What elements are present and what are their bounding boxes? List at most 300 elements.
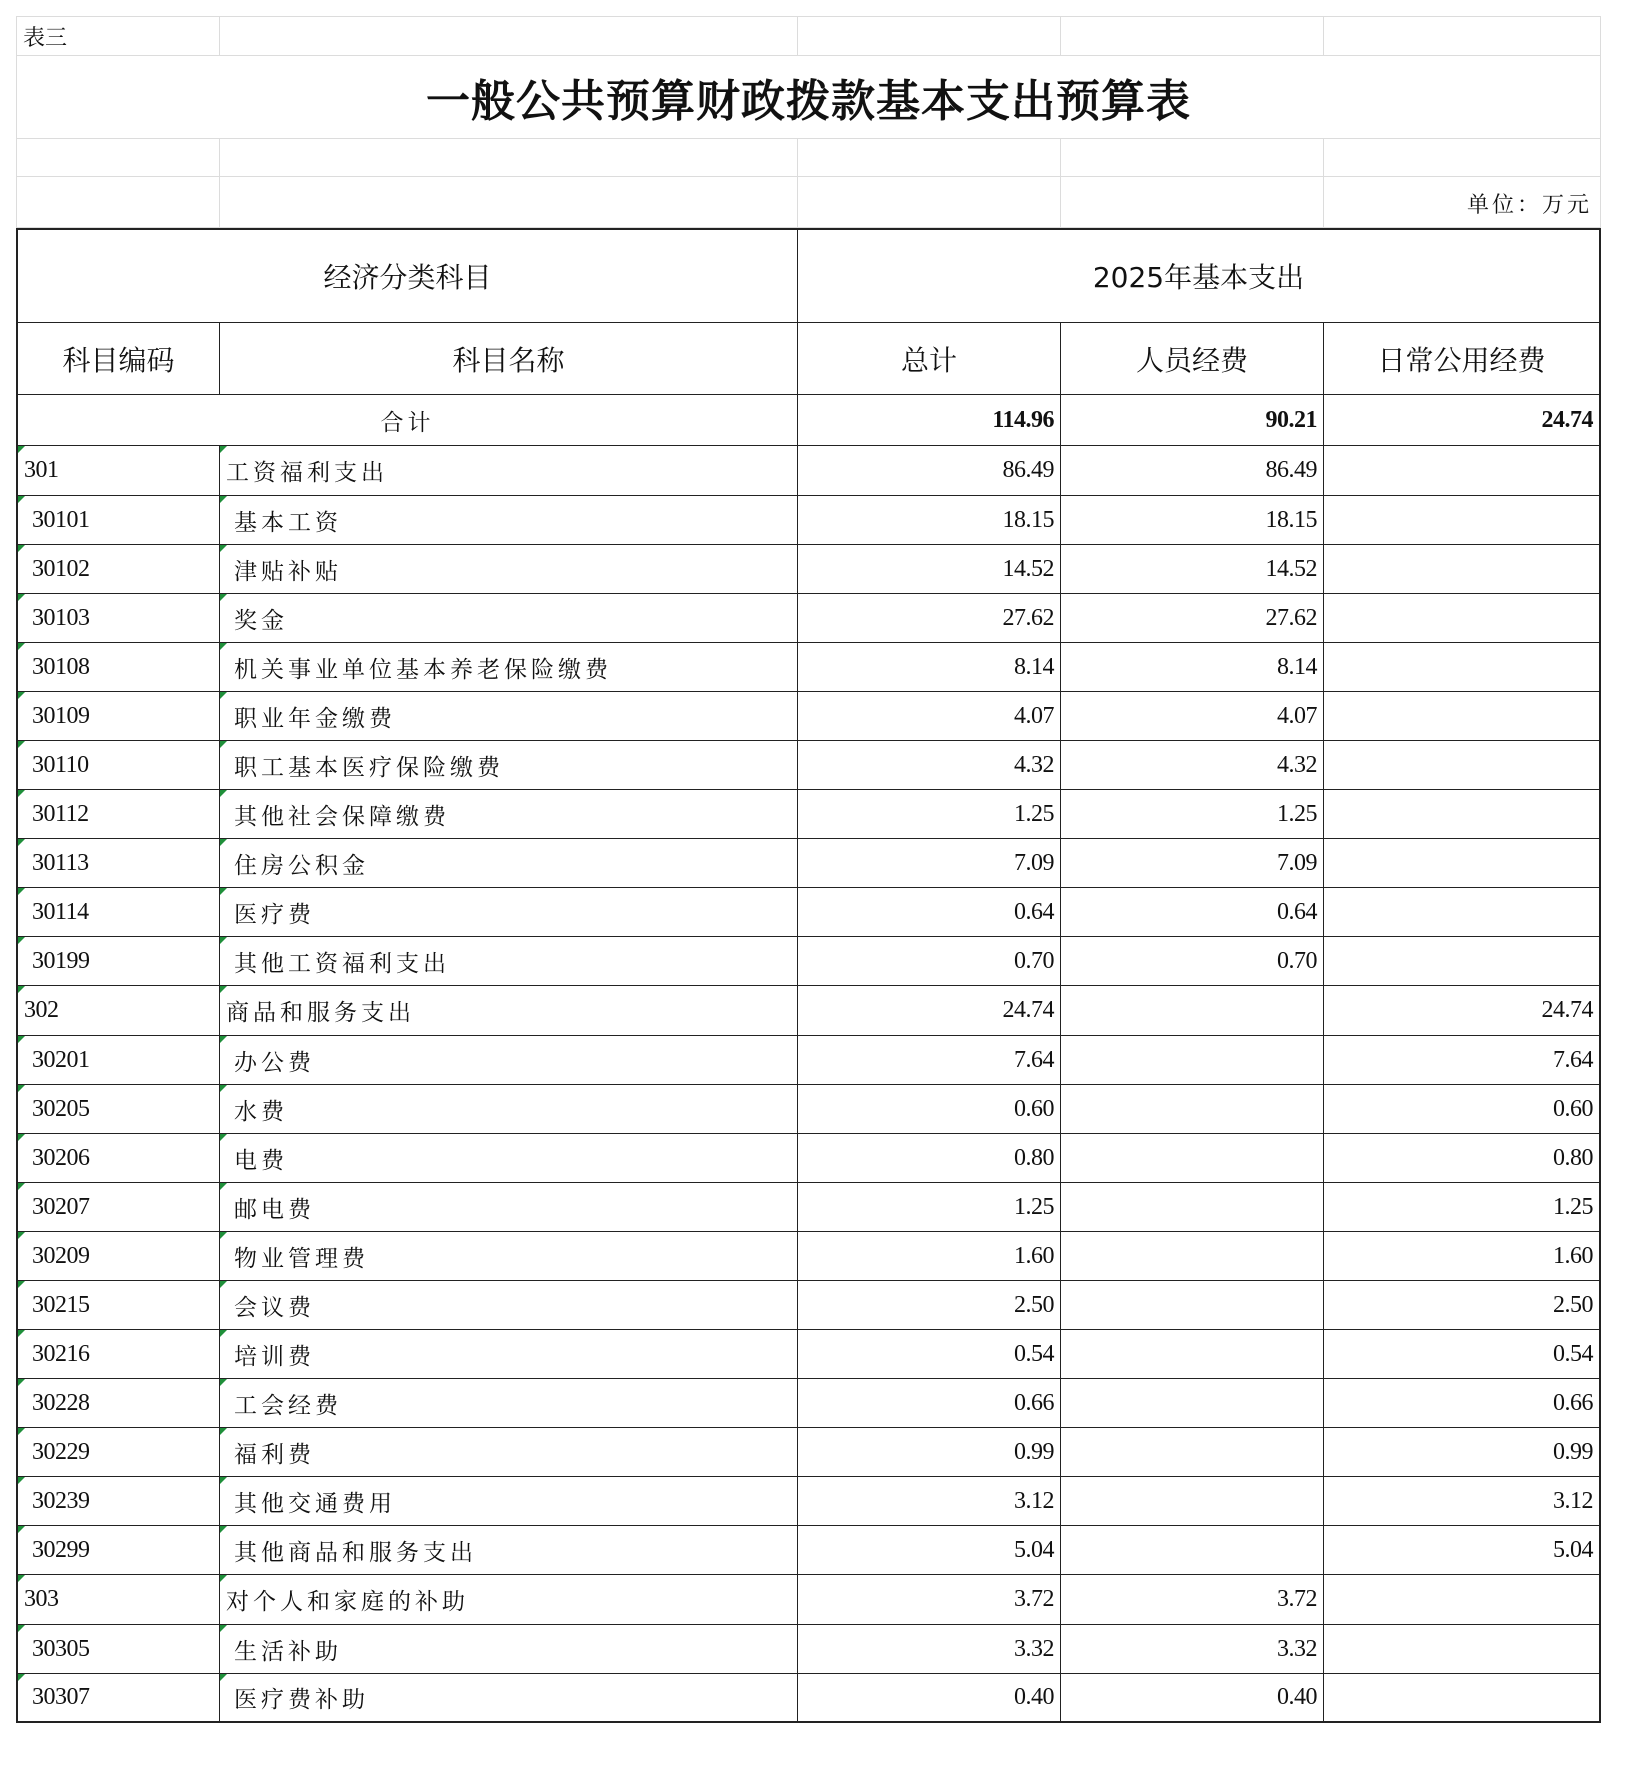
total-cell-text: 5.04 bbox=[1014, 1536, 1054, 1563]
public-cell bbox=[1324, 496, 1601, 545]
cell-marker-icon bbox=[18, 1085, 25, 1092]
summary-public: 24.74 bbox=[1324, 395, 1601, 446]
cell-marker-icon bbox=[220, 1526, 227, 1533]
total-cell-text: 0.54 bbox=[1014, 1340, 1054, 1367]
cell-marker-icon bbox=[220, 888, 227, 895]
code-cell-text: 303 bbox=[24, 1586, 59, 1612]
total-cell bbox=[798, 1085, 1061, 1134]
name-cell-text: 津贴补贴 bbox=[234, 558, 342, 585]
public-cell bbox=[1324, 839, 1601, 888]
total-cell-text: 27.62 bbox=[1002, 604, 1054, 631]
header-economic-category: 经济分类科目 bbox=[16, 228, 798, 323]
total-cell-text: 0.80 bbox=[1014, 1144, 1054, 1171]
cell-marker-icon bbox=[18, 692, 25, 699]
name-cell-text: 奖金 bbox=[234, 607, 288, 634]
personnel-cell-text: 1.25 bbox=[1277, 800, 1317, 827]
code-cell-text: 30101 bbox=[32, 506, 90, 533]
empty-cell bbox=[798, 177, 1061, 228]
name-cell-text: 医疗费 bbox=[234, 901, 315, 928]
cell-marker-icon bbox=[18, 1428, 25, 1435]
cell-marker-icon bbox=[18, 545, 25, 552]
name-cell bbox=[220, 1625, 798, 1674]
total-cell bbox=[798, 1674, 1061, 1723]
code-cell-text: 30108 bbox=[32, 653, 90, 680]
public-cell bbox=[1324, 741, 1601, 790]
code-cell bbox=[16, 1085, 220, 1134]
table-row bbox=[16, 888, 1617, 937]
table-row bbox=[16, 1281, 1617, 1330]
code-cell-text: 30205 bbox=[32, 1095, 90, 1122]
name-cell-text: 工会经费 bbox=[234, 1392, 342, 1419]
cell-marker-icon bbox=[18, 1183, 25, 1190]
name-cell-text: 其他交通费用 bbox=[234, 1490, 396, 1517]
cell-marker-icon bbox=[220, 643, 227, 650]
name-cell-text: 医疗费补助 bbox=[234, 1687, 369, 1713]
personnel-cell bbox=[1061, 643, 1324, 692]
code-cell bbox=[16, 888, 220, 937]
name-cell-text: 其他工资福利支出 bbox=[234, 950, 450, 977]
table-row bbox=[16, 446, 1617, 496]
personnel-cell-text: 4.32 bbox=[1277, 751, 1317, 778]
cell-marker-icon bbox=[18, 937, 25, 944]
name-cell-text: 邮电费 bbox=[234, 1196, 315, 1223]
code-cell bbox=[16, 643, 220, 692]
name-cell-text: 对个人和家庭的补助 bbox=[226, 1589, 469, 1615]
code-cell-text: 30112 bbox=[32, 800, 89, 827]
code-cell-text: 30239 bbox=[32, 1487, 90, 1514]
table-row bbox=[16, 1232, 1617, 1281]
header-code: 科目编码 bbox=[16, 323, 220, 395]
name-cell bbox=[220, 1477, 798, 1526]
name-cell bbox=[220, 839, 798, 888]
code-cell-text: 30228 bbox=[32, 1389, 90, 1416]
code-cell-text: 30109 bbox=[32, 702, 90, 729]
name-cell bbox=[220, 1232, 798, 1281]
total-cell bbox=[798, 1428, 1061, 1477]
blank-row bbox=[16, 139, 1617, 177]
name-cell bbox=[220, 643, 798, 692]
total-cell-text: 3.12 bbox=[1014, 1487, 1054, 1514]
personnel-cell bbox=[1061, 839, 1324, 888]
table-row bbox=[16, 1183, 1617, 1232]
name-cell-text: 物业管理费 bbox=[234, 1245, 369, 1272]
public-cell bbox=[1324, 446, 1601, 496]
name-cell bbox=[220, 1036, 798, 1085]
public-cell bbox=[1324, 1085, 1601, 1134]
personnel-cell-text: 8.14 bbox=[1277, 653, 1317, 680]
total-cell bbox=[798, 1526, 1061, 1575]
empty-cell bbox=[798, 139, 1061, 177]
name-cell bbox=[220, 1085, 798, 1134]
total-cell bbox=[798, 741, 1061, 790]
code-cell bbox=[16, 545, 220, 594]
total-cell bbox=[798, 986, 1061, 1036]
cell-marker-icon bbox=[18, 888, 25, 895]
code-cell bbox=[16, 1232, 220, 1281]
name-cell bbox=[220, 1428, 798, 1477]
personnel-cell-text: 0.70 bbox=[1277, 947, 1317, 974]
empty-cell bbox=[16, 139, 220, 177]
name-cell bbox=[220, 1134, 798, 1183]
personnel-cell bbox=[1061, 446, 1324, 496]
cell-marker-icon bbox=[18, 1134, 25, 1141]
code-cell bbox=[16, 496, 220, 545]
code-cell bbox=[16, 790, 220, 839]
total-cell bbox=[798, 839, 1061, 888]
public-cell-text: 0.60 bbox=[1553, 1095, 1593, 1122]
cell-marker-icon bbox=[220, 1085, 227, 1092]
cell-marker-icon bbox=[220, 790, 227, 797]
personnel-cell bbox=[1061, 1575, 1324, 1625]
code-cell bbox=[16, 1134, 220, 1183]
code-cell-text: 30206 bbox=[32, 1144, 90, 1171]
cell-marker-icon bbox=[18, 790, 25, 797]
total-cell-text: 1.25 bbox=[1014, 800, 1054, 827]
name-cell-text: 职业年金缴费 bbox=[234, 705, 396, 732]
empty-cell bbox=[1324, 16, 1601, 56]
cell-marker-icon bbox=[18, 446, 25, 453]
cell-marker-icon bbox=[18, 1526, 25, 1533]
total-cell-text: 0.64 bbox=[1014, 898, 1054, 925]
public-cell bbox=[1324, 1477, 1601, 1526]
empty-cell bbox=[220, 16, 798, 56]
cell-marker-icon bbox=[220, 1477, 227, 1484]
code-cell bbox=[16, 446, 220, 496]
personnel-cell-text: 0.40 bbox=[1277, 1684, 1317, 1710]
personnel-cell-text: 7.09 bbox=[1277, 849, 1317, 876]
cell-marker-icon bbox=[18, 741, 25, 748]
public-cell bbox=[1324, 1428, 1601, 1477]
name-cell bbox=[220, 1281, 798, 1330]
cell-marker-icon bbox=[18, 496, 25, 503]
summary-row bbox=[16, 395, 1617, 446]
cell-marker-icon bbox=[220, 1134, 227, 1141]
label-row bbox=[16, 16, 1617, 56]
code-cell bbox=[16, 1379, 220, 1428]
cell-marker-icon bbox=[220, 1379, 227, 1386]
name-cell bbox=[220, 692, 798, 741]
public-cell bbox=[1324, 1379, 1601, 1428]
header-total: 总计 bbox=[798, 323, 1061, 395]
personnel-cell bbox=[1061, 1379, 1324, 1428]
total-cell bbox=[798, 1379, 1061, 1428]
total-cell-text: 4.07 bbox=[1014, 702, 1054, 729]
personnel-cell bbox=[1061, 496, 1324, 545]
cell-marker-icon bbox=[220, 741, 227, 748]
total-cell-text: 86.49 bbox=[1002, 457, 1054, 483]
name-cell bbox=[220, 594, 798, 643]
total-cell-text: 18.15 bbox=[1002, 506, 1054, 533]
header-basic-expenditure: 2025年基本支出 bbox=[798, 228, 1601, 323]
cell-marker-icon bbox=[18, 1575, 25, 1582]
total-cell-text: 0.70 bbox=[1014, 947, 1054, 974]
cell-marker-icon bbox=[220, 1232, 227, 1239]
table-row bbox=[16, 741, 1617, 790]
total-cell bbox=[798, 643, 1061, 692]
table-row bbox=[16, 1134, 1617, 1183]
cell-marker-icon bbox=[220, 1036, 227, 1043]
cell-marker-icon bbox=[220, 446, 227, 453]
code-cell bbox=[16, 1183, 220, 1232]
total-cell-text: 1.25 bbox=[1014, 1193, 1054, 1220]
public-cell-text: 2.50 bbox=[1553, 1291, 1593, 1318]
public-cell-text: 0.54 bbox=[1553, 1340, 1593, 1367]
cell-marker-icon bbox=[220, 839, 227, 846]
public-cell bbox=[1324, 937, 1601, 986]
cell-marker-icon bbox=[220, 1330, 227, 1337]
budget-sheet bbox=[16, 16, 1617, 1723]
code-cell-text: 30216 bbox=[32, 1340, 90, 1367]
personnel-cell-text: 86.49 bbox=[1265, 457, 1317, 483]
personnel-cell bbox=[1061, 1625, 1324, 1674]
cell-marker-icon bbox=[18, 1625, 25, 1632]
name-cell-text: 职工基本医疗保险缴费 bbox=[234, 754, 504, 781]
table-row bbox=[16, 986, 1617, 1036]
code-cell-text: 30307 bbox=[32, 1684, 90, 1710]
public-cell-text: 3.12 bbox=[1553, 1487, 1593, 1514]
cell-marker-icon bbox=[18, 839, 25, 846]
total-cell bbox=[798, 446, 1061, 496]
code-cell bbox=[16, 692, 220, 741]
public-cell bbox=[1324, 692, 1601, 741]
public-cell bbox=[1324, 1330, 1601, 1379]
table-row bbox=[16, 496, 1617, 545]
personnel-cell bbox=[1061, 1526, 1324, 1575]
table-row bbox=[16, 839, 1617, 888]
public-cell bbox=[1324, 1526, 1601, 1575]
header-column-row bbox=[16, 323, 1617, 395]
table-row bbox=[16, 1428, 1617, 1477]
total-cell bbox=[798, 790, 1061, 839]
public-cell-text: 1.60 bbox=[1553, 1242, 1593, 1269]
code-cell bbox=[16, 1330, 220, 1379]
summary-label: 合计 bbox=[16, 395, 798, 446]
table-row bbox=[16, 1625, 1617, 1674]
personnel-cell bbox=[1061, 1428, 1324, 1477]
cell-marker-icon bbox=[220, 496, 227, 503]
cell-marker-icon bbox=[18, 1330, 25, 1337]
table-row bbox=[16, 1526, 1617, 1575]
table-row bbox=[16, 1379, 1617, 1428]
header-personnel: 人员经费 bbox=[1061, 323, 1324, 395]
personnel-cell bbox=[1061, 1036, 1324, 1085]
public-cell-text: 5.04 bbox=[1553, 1536, 1593, 1563]
public-cell bbox=[1324, 790, 1601, 839]
public-cell-text: 24.74 bbox=[1541, 997, 1593, 1023]
public-cell bbox=[1324, 1232, 1601, 1281]
code-cell bbox=[16, 937, 220, 986]
personnel-cell bbox=[1061, 1232, 1324, 1281]
total-cell-text: 0.66 bbox=[1014, 1389, 1054, 1416]
public-cell bbox=[1324, 1134, 1601, 1183]
personnel-cell-text: 3.72 bbox=[1277, 1586, 1317, 1612]
public-cell bbox=[1324, 986, 1601, 1036]
total-cell-text: 7.09 bbox=[1014, 849, 1054, 876]
code-cell bbox=[16, 1526, 220, 1575]
cell-marker-icon bbox=[220, 986, 227, 993]
public-cell bbox=[1324, 594, 1601, 643]
code-cell bbox=[16, 839, 220, 888]
personnel-cell bbox=[1061, 545, 1324, 594]
empty-cell bbox=[798, 16, 1061, 56]
code-cell bbox=[16, 1428, 220, 1477]
public-cell bbox=[1324, 1674, 1601, 1723]
code-cell bbox=[16, 1477, 220, 1526]
cell-marker-icon bbox=[18, 1674, 25, 1681]
code-cell-text: 30103 bbox=[32, 604, 90, 631]
personnel-cell-text: 0.64 bbox=[1277, 898, 1317, 925]
name-cell bbox=[220, 1526, 798, 1575]
name-cell bbox=[220, 1674, 798, 1723]
table-row bbox=[16, 545, 1617, 594]
public-cell bbox=[1324, 643, 1601, 692]
name-cell-text: 会议费 bbox=[234, 1294, 315, 1321]
personnel-cell bbox=[1061, 1330, 1324, 1379]
title-row bbox=[16, 56, 1617, 139]
personnel-cell bbox=[1061, 594, 1324, 643]
summary-total: 114.96 bbox=[798, 395, 1061, 446]
public-cell bbox=[1324, 1575, 1601, 1625]
total-cell bbox=[798, 1281, 1061, 1330]
code-cell bbox=[16, 741, 220, 790]
personnel-cell-text: 3.32 bbox=[1277, 1635, 1317, 1662]
code-cell-text: 30114 bbox=[32, 898, 89, 925]
total-cell bbox=[798, 937, 1061, 986]
personnel-cell bbox=[1061, 692, 1324, 741]
code-cell-text: 30201 bbox=[32, 1046, 90, 1073]
total-cell-text: 0.60 bbox=[1014, 1095, 1054, 1122]
name-cell bbox=[220, 1330, 798, 1379]
cell-marker-icon bbox=[18, 1477, 25, 1484]
personnel-cell-text: 4.07 bbox=[1277, 702, 1317, 729]
cell-marker-icon bbox=[18, 986, 25, 993]
personnel-cell bbox=[1061, 1674, 1324, 1723]
cell-marker-icon bbox=[220, 1183, 227, 1190]
empty-cell bbox=[1061, 139, 1324, 177]
total-cell-text: 24.74 bbox=[1002, 997, 1054, 1023]
public-cell bbox=[1324, 545, 1601, 594]
empty-cell bbox=[1061, 177, 1324, 228]
cell-marker-icon bbox=[220, 1575, 227, 1582]
personnel-cell bbox=[1061, 1134, 1324, 1183]
total-cell-text: 0.40 bbox=[1014, 1684, 1054, 1710]
name-cell bbox=[220, 446, 798, 496]
cell-marker-icon bbox=[220, 594, 227, 601]
table-row bbox=[16, 1036, 1617, 1085]
name-cell bbox=[220, 1379, 798, 1428]
header-name: 科目名称 bbox=[220, 323, 798, 395]
public-cell-text: 0.80 bbox=[1553, 1144, 1593, 1171]
name-cell-text: 工资福利支出 bbox=[226, 460, 388, 486]
name-cell bbox=[220, 790, 798, 839]
personnel-cell bbox=[1061, 937, 1324, 986]
name-cell bbox=[220, 888, 798, 937]
total-cell bbox=[798, 1183, 1061, 1232]
name-cell-text: 住房公积金 bbox=[234, 852, 369, 879]
total-cell bbox=[798, 888, 1061, 937]
total-cell bbox=[798, 1036, 1061, 1085]
code-cell-text: 30110 bbox=[32, 751, 89, 778]
personnel-cell bbox=[1061, 986, 1324, 1036]
personnel-cell bbox=[1061, 790, 1324, 839]
total-cell-text: 1.60 bbox=[1014, 1242, 1054, 1269]
total-cell-text: 7.64 bbox=[1014, 1046, 1054, 1073]
header-public: 日常公用经费 bbox=[1324, 323, 1601, 395]
total-cell-text: 2.50 bbox=[1014, 1291, 1054, 1318]
personnel-cell bbox=[1061, 1183, 1324, 1232]
personnel-cell bbox=[1061, 1477, 1324, 1526]
cell-marker-icon bbox=[220, 1281, 227, 1288]
unit-row bbox=[16, 177, 1617, 228]
public-cell-text: 0.66 bbox=[1553, 1389, 1593, 1416]
total-cell-text: 3.32 bbox=[1014, 1635, 1054, 1662]
name-cell bbox=[220, 545, 798, 594]
code-cell bbox=[16, 1036, 220, 1085]
name-cell-text: 办公费 bbox=[234, 1049, 315, 1076]
table-row bbox=[16, 1330, 1617, 1379]
cell-marker-icon bbox=[18, 1036, 25, 1043]
public-cell-text: 7.64 bbox=[1553, 1046, 1593, 1073]
name-cell bbox=[220, 1575, 798, 1625]
total-cell-text: 8.14 bbox=[1014, 653, 1054, 680]
public-cell bbox=[1324, 1183, 1601, 1232]
name-cell-text: 其他社会保障缴费 bbox=[234, 803, 450, 830]
personnel-cell bbox=[1061, 1281, 1324, 1330]
empty-cell bbox=[1324, 139, 1601, 177]
code-cell-text: 30102 bbox=[32, 555, 90, 582]
code-cell bbox=[16, 1575, 220, 1625]
code-cell-text: 30199 bbox=[32, 947, 90, 974]
code-cell bbox=[16, 594, 220, 643]
empty-cell bbox=[1061, 16, 1324, 56]
total-cell bbox=[798, 1625, 1061, 1674]
personnel-cell bbox=[1061, 888, 1324, 937]
code-cell-text: 30229 bbox=[32, 1438, 90, 1465]
total-cell bbox=[798, 1232, 1061, 1281]
personnel-cell-text: 14.52 bbox=[1265, 555, 1317, 582]
cell-marker-icon bbox=[220, 545, 227, 552]
data-rows bbox=[16, 446, 1617, 1723]
cell-marker-icon bbox=[220, 937, 227, 944]
cell-marker-icon bbox=[18, 1281, 25, 1288]
table-row bbox=[16, 643, 1617, 692]
cell-marker-icon bbox=[18, 643, 25, 650]
code-cell bbox=[16, 1281, 220, 1330]
total-cell bbox=[798, 1330, 1061, 1379]
public-cell bbox=[1324, 888, 1601, 937]
code-cell-text: 30209 bbox=[32, 1242, 90, 1269]
cell-marker-icon bbox=[18, 1232, 25, 1239]
total-cell-text: 4.32 bbox=[1014, 751, 1054, 778]
table-row bbox=[16, 790, 1617, 839]
total-cell bbox=[798, 1477, 1061, 1526]
table-row bbox=[16, 692, 1617, 741]
name-cell bbox=[220, 496, 798, 545]
code-cell-text: 30207 bbox=[32, 1193, 90, 1220]
total-cell bbox=[798, 1575, 1061, 1625]
cell-marker-icon bbox=[220, 692, 227, 699]
personnel-cell-text: 27.62 bbox=[1265, 604, 1317, 631]
name-cell-text: 生活补助 bbox=[234, 1638, 342, 1665]
name-cell-text: 其他商品和服务支出 bbox=[234, 1539, 477, 1566]
code-cell bbox=[16, 986, 220, 1036]
total-cell bbox=[798, 545, 1061, 594]
name-cell-text: 商品和服务支出 bbox=[226, 1000, 415, 1026]
name-cell-text: 机关事业单位基本养老保险缴费 bbox=[234, 656, 612, 683]
empty-cell bbox=[220, 139, 798, 177]
name-cell-text: 电费 bbox=[234, 1147, 288, 1174]
unit-label: 单位：万元 bbox=[1324, 177, 1601, 228]
